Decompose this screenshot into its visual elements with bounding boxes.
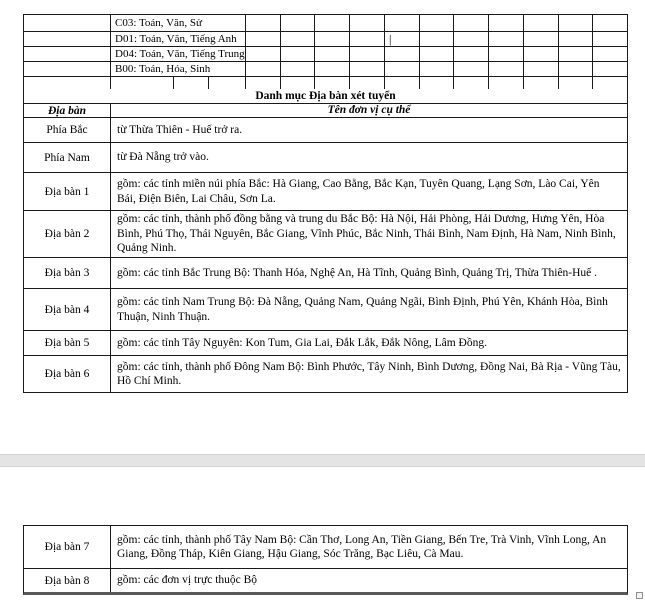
area-table-title-row[interactable]: [24, 89, 627, 104]
area-label: Địa bàn 5: [44, 337, 90, 349]
area-detail-cell[interactable]: [111, 143, 627, 172]
empty-cell[interactable]: [420, 77, 455, 89]
column-header-area[interactable]: [24, 104, 111, 117]
combo-label-cell[interactable]: [111, 47, 246, 61]
empty-cell[interactable]: [593, 77, 627, 89]
area-detail-cell[interactable]: [111, 289, 627, 330]
empty-cell[interactable]: [281, 77, 316, 89]
empty-cell[interactable]: [24, 15, 111, 31]
empty-cell[interactable]: [454, 15, 489, 31]
empty-cell[interactable]: [593, 15, 627, 31]
table-row: [24, 143, 627, 173]
table-row: [24, 77, 627, 89]
empty-cell[interactable]: [420, 15, 455, 31]
table-row: [24, 15, 627, 32]
table-row: [24, 331, 627, 356]
table-row: [24, 289, 627, 331]
column-header-detail[interactable]: [111, 104, 627, 117]
empty-cell[interactable]: [385, 32, 420, 46]
admission-document-table: [23, 14, 628, 393]
combo-label-cell[interactable]: [111, 62, 246, 76]
table-title: Danh mục Địa bàn xét tuyển: [255, 90, 396, 102]
area-detail-text: gồm: các đơn vị trực thuộc Bộ: [117, 574, 258, 587]
table-row: [24, 118, 627, 143]
empty-cell[interactable]: [246, 62, 281, 76]
combo-label-cell[interactable]: [111, 32, 246, 46]
empty-cell[interactable]: [559, 77, 594, 89]
empty-cell[interactable]: [454, 32, 489, 46]
empty-cell[interactable]: [246, 77, 281, 89]
empty-cell[interactable]: [593, 47, 627, 61]
area-label-cell[interactable]: [24, 118, 111, 142]
empty-cell[interactable]: [385, 77, 420, 89]
empty-cell[interactable]: [246, 32, 281, 46]
empty-cell[interactable]: [350, 15, 385, 31]
empty-cell[interactable]: [24, 32, 111, 46]
area-detail-cell[interactable]: [111, 331, 627, 355]
empty-cell[interactable]: [593, 32, 627, 46]
area-label: Địa bàn 1: [44, 185, 90, 198]
area-label: Phía Bắc: [46, 124, 88, 136]
area-label-cell[interactable]: [24, 569, 111, 592]
empty-cell[interactable]: [385, 15, 420, 31]
area-label-cell[interactable]: [24, 289, 111, 330]
empty-cell[interactable]: [489, 77, 524, 89]
area-label-cell[interactable]: [24, 211, 111, 257]
empty-cell[interactable]: [315, 77, 350, 89]
table-row: [24, 173, 627, 211]
empty-cell[interactable]: [315, 15, 350, 31]
table-row: [24, 569, 627, 592]
empty-cell[interactable]: [350, 62, 385, 76]
area-label-cell[interactable]: [24, 356, 111, 392]
area-detail-cell[interactable]: [111, 569, 627, 592]
empty-cell[interactable]: [350, 32, 385, 46]
empty-cell[interactable]: [350, 47, 385, 61]
table-row: [24, 356, 627, 392]
empty-cell[interactable]: [559, 47, 594, 61]
empty-cell[interactable]: [24, 47, 111, 61]
empty-cell[interactable]: [489, 15, 524, 31]
admission-area-table-continued: [23, 525, 628, 595]
empty-cell[interactable]: [111, 77, 174, 89]
empty-cell[interactable]: [315, 32, 350, 46]
combo-label: B00: Toán, Hóa, Sinh: [115, 63, 211, 75]
combo-label: D04: Toán, Văn, Tiếng Trung: [115, 48, 245, 60]
empty-cell[interactable]: [489, 47, 524, 61]
empty-cell[interactable]: [559, 62, 594, 76]
area-label: Địa bàn 4: [44, 303, 90, 316]
subject-combo-table: [24, 15, 627, 89]
area-detail-cell[interactable]: [111, 211, 627, 257]
area-label-cell[interactable]: [24, 143, 111, 172]
empty-cell[interactable]: [246, 47, 281, 61]
table-row: [24, 47, 627, 62]
admission-area-table-body: [24, 118, 627, 392]
text-cursor: |: [388, 32, 392, 46]
empty-cell[interactable]: [174, 77, 209, 89]
area-detail-cell[interactable]: [111, 258, 627, 288]
area-label: Địa bàn 8: [44, 574, 90, 587]
empty-cell[interactable]: [489, 62, 524, 76]
empty-cell[interactable]: [524, 77, 559, 89]
empty-cell[interactable]: [281, 15, 316, 31]
area-detail-cell[interactable]: [111, 173, 627, 210]
empty-cell[interactable]: [454, 47, 489, 61]
area-label-cell[interactable]: [24, 331, 111, 355]
empty-cell[interactable]: [559, 15, 594, 31]
empty-cell[interactable]: [246, 15, 281, 31]
table-row: [24, 32, 627, 47]
empty-cell[interactable]: [524, 47, 559, 61]
combo-label: D01: Toán, Văn, Tiếng Anh: [115, 33, 237, 45]
area-label: Địa bàn 2: [44, 228, 90, 240]
table-row: [24, 211, 627, 258]
empty-cell[interactable]: [524, 62, 559, 76]
empty-cell[interactable]: [385, 62, 420, 76]
area-detail-cell[interactable]: [111, 118, 627, 142]
area-detail-text: gồm: các tỉnh Nam Trung Bộ: Đà Nẵng, Quảng Nam, Quảng Ngãi, Bình Định, Phú Yên, Khánh Hòa, Bình Thuận, Ninh Thuận.: [117, 296, 608, 323]
area-detail-text: gồm: các tỉnh Bắc Trung Bộ: Thanh Hóa, Nghệ An, Hà Tĩnh, Quảng Bình, Quảng Trị, Thừa Thiên-Huế .: [117, 266, 598, 279]
empty-cell[interactable]: [593, 62, 627, 76]
area-label-cell[interactable]: [24, 526, 111, 568]
empty-cell[interactable]: [420, 47, 455, 61]
admission-area-table-continued-body: [24, 526, 627, 592]
empty-cell[interactable]: [420, 32, 455, 46]
column-header-area-label: Địa bàn: [47, 104, 87, 117]
empty-cell[interactable]: [350, 77, 385, 89]
empty-cell[interactable]: [315, 47, 350, 61]
area-label: Địa bàn 3: [44, 267, 90, 279]
area-detail-text: gồm: các tỉnh, thành phố Đông Nam Bộ: Bình Phước, Tây Ninh, Bình Dương, Đồng Nai, Bà Rịa - Vũng Tàu, Hồ Chí Minh.: [117, 360, 621, 387]
table-resize-handle[interactable]: [636, 592, 643, 599]
empty-cell[interactable]: [385, 47, 420, 61]
area-label-cell[interactable]: [24, 173, 111, 210]
area-detail-text: từ Thừa Thiên - Huế trở ra.: [117, 123, 243, 136]
area-detail-text: từ Đà Nẵng trở vào.: [117, 151, 209, 164]
combo-label-cell[interactable]: [111, 15, 246, 31]
area-detail-text: gồm: các tỉnh, thành phố đồng bằng và trung du Bắc Bộ: Hà Nội, Hải Phòng, Hải Dương, Hưng Yên, Hòa Bình, Phú Thọ, Thái Nguyên, Bắc Giang, Vĩnh Phúc, Bắc Ninh, Thái Bình, Nam Định, Hà Nam, Ninh Bình, Quảng Ninh.: [117, 213, 616, 255]
area-detail-text: gồm: các tỉnh, thành phố Tây Nam Bộ: Cần Thơ, Long An, Tiền Giang, Bến Tre, Trà Vinh, Vĩnh Long, An Giang, Đồng Tháp, Kiên Giang, Hậu Giang, Sóc Trăng, Bạc Liêu, Cà Mau.: [117, 533, 607, 560]
table-row: [24, 62, 627, 77]
combo-label: C03: Toán, Văn, Sử: [115, 17, 202, 29]
empty-cell[interactable]: [454, 62, 489, 76]
empty-cell[interactable]: [24, 62, 111, 76]
area-detail-cell[interactable]: [111, 356, 627, 392]
empty-cell[interactable]: [524, 32, 559, 46]
empty-cell[interactable]: [281, 62, 316, 76]
column-header-detail-label: Tên đơn vị cụ thể: [327, 104, 411, 117]
area-detail-text: gồm: các tỉnh miền núi phía Bắc: Hà Giang, Cao Bằng, Bắc Kạn, Tuyên Quang, Lạng Sơn, Lào Cai, Yên Bái, Điện Biên, Lai Châu, Sơn La.: [117, 178, 600, 205]
empty-cell[interactable]: [281, 47, 316, 61]
empty-cell[interactable]: [24, 77, 111, 89]
empty-cell[interactable]: [315, 62, 350, 76]
area-label: Địa bàn 7: [44, 541, 90, 553]
empty-cell[interactable]: [489, 32, 524, 46]
area-label: Địa bàn 6: [44, 368, 90, 380]
empty-cell[interactable]: [209, 77, 246, 89]
table-row: [24, 526, 627, 569]
empty-cell[interactable]: [454, 77, 489, 89]
empty-cell[interactable]: [524, 15, 559, 31]
empty-cell[interactable]: [420, 62, 455, 76]
empty-cell[interactable]: [559, 32, 594, 46]
empty-cell[interactable]: [281, 32, 316, 46]
table-row: [24, 258, 627, 289]
area-detail-cell[interactable]: [111, 526, 627, 568]
area-label: Phía Nam: [44, 151, 90, 164]
page-break-band: [0, 454, 645, 467]
area-table-header-row: [24, 104, 627, 118]
area-label-cell[interactable]: [24, 258, 111, 288]
area-detail-text: gồm: các tỉnh Tây Nguyên: Kon Tum, Gia Lai, Đắk Lắk, Đắk Nông, Lâm Đồng.: [117, 336, 487, 349]
